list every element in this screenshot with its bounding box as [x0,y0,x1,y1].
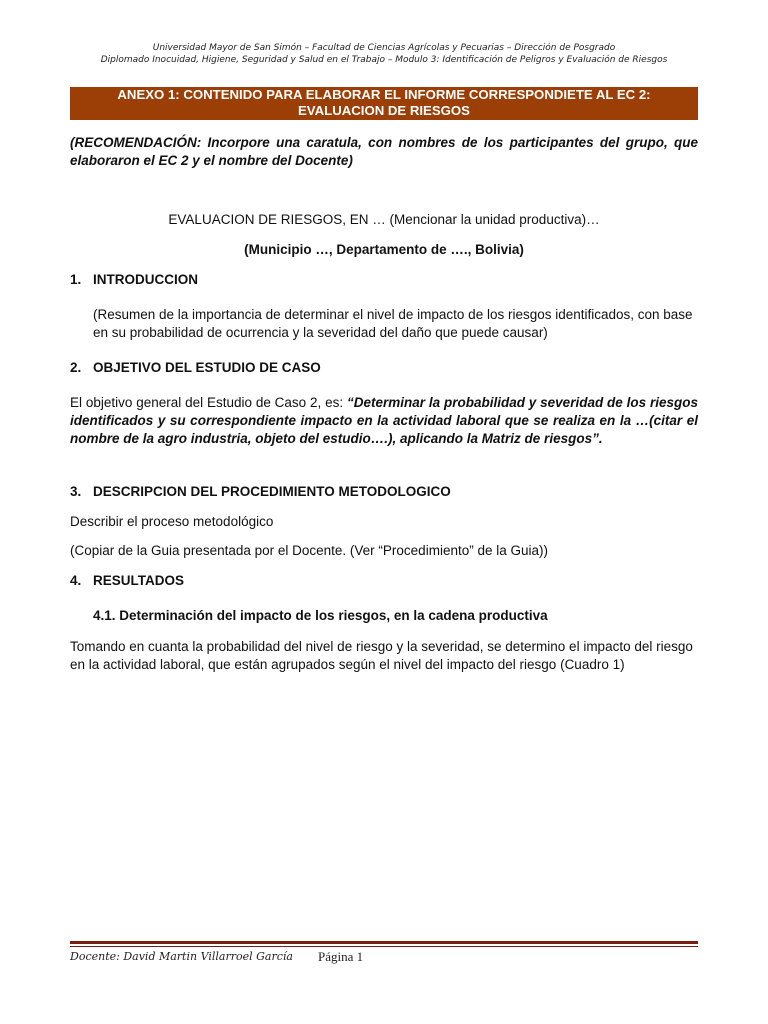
footer-rule-thick [70,941,698,944]
section-2-title: OBJETIVO DEL ESTUDIO DE CASO [93,360,321,375]
section-3-heading [70,483,698,501]
header-diploma: Diplomado Inocuidad, Higiene, Seguridad y Salud en el Trabajo – Modulo 3: Identificación de Peligros y Evaluación de Riesgos [100,55,668,65]
section-4-title: RESULTADOS [93,573,184,588]
annex-banner-line1: ANEXO 1: CONTENIDO PARA ELABORAR EL INFORME CORRESPONDIETE AL EC 2: [117,87,651,102]
section-4-1-heading: 4.1. Determinación del impacto de los riesgos, en la cadena productiva [93,608,548,623]
section-1-body: (Resumen de la importancia de determinar el nivel de impacto de los riesgos identificados, con base en su probabilidad de ocurrencia y la severidad del daño que puede causar) [93,307,693,340]
section-2-heading [70,359,698,377]
document-title [70,211,698,229]
section-4-body: Tomando en cuanta la probabilidad del nivel de riesgo y la severidad, se determino el impacto del riesgo en la actividad laboral, que están agrupados según el nivel del impacto del riesgo (Cuadro 1) [70,639,693,672]
section-3-body-1: Describir el proceso metodológico [70,514,274,529]
footer-docente: Docente: David Martin Villarroel García [70,950,293,963]
section-1-number: 1. [70,272,82,287]
annex-banner [70,87,698,120]
section-3-body-2: (Copiar de la Guia presentada por el Docente. (Ver “Procedimiento” de la Guia)) [70,543,548,558]
section-2-body-lead: El objetivo general del Estudio de Caso 2, es: [70,395,347,410]
section-2-body [70,394,698,448]
section-4-number: 4. [70,573,82,588]
section-4-heading [70,572,698,590]
footer-rule-thin [70,946,698,947]
document-title-text: EVALUACION DE RIESGOS, EN … (Mencionar la unidad productiva)… [168,212,600,227]
recommendation: (RECOMENDACIÓN: Incorpore una caratula, con nombres de los participantes del grupo, que elaboraron el EC 2 y el nombre del Docente) [70,135,698,168]
section-3-title: DESCRIPCION DEL PROCEDIMIENTO METODOLOGICO [93,484,451,499]
annex-banner-line2: EVALUACION DE RIESGOS [298,103,470,118]
section-3-number: 3. [70,484,82,499]
footer-page-number: Página 1 [318,949,364,964]
section-1-heading [70,271,698,289]
document-subtitle: (Municipio …, Departamento de …., Bolivia) [244,242,524,257]
header-institution: Universidad Mayor de San Simón – Facultad de Ciencias Agrícolas y Pecuarias – Dirección de Posgrado [152,43,616,53]
section-1-title: INTRODUCCION [93,272,198,287]
section-2-number: 2. [70,360,82,375]
section-2-objective-quote: “Determinar la probabilidad y severidad de los riesgos identificados y su correspondiente impacto en la actividad laboral que se realiza en la …(citar el nombre de la agro industria, objeto del estudio….), aplicando la Matriz de riesgos”. [70,395,699,446]
